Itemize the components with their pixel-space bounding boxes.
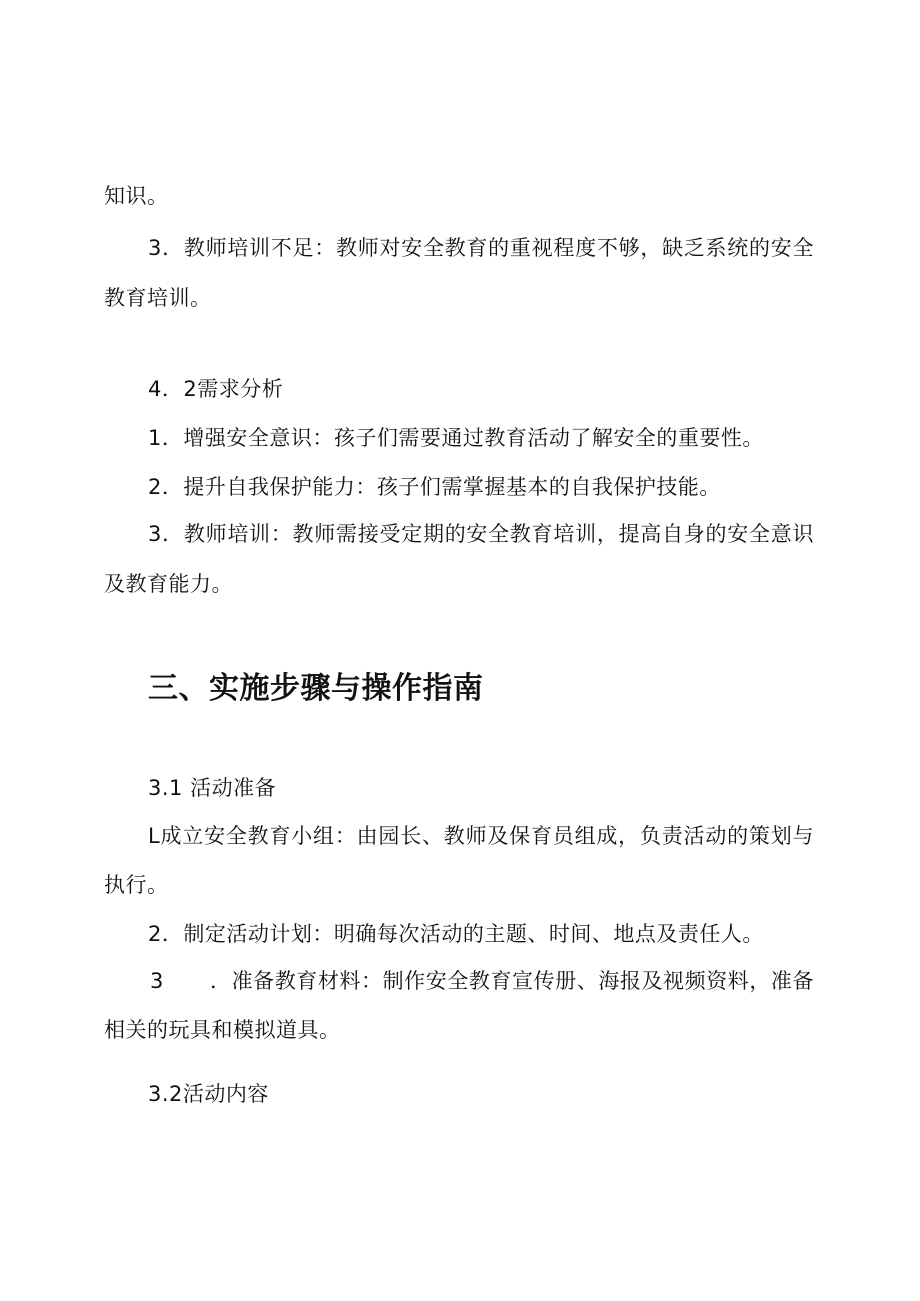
text-line: 及教育能力。 xyxy=(104,572,233,596)
text-line: ．准备教育材料：制作安全教育宣传册、海报及视频资料，准备 xyxy=(210,969,814,993)
text-line: 教育培训。 xyxy=(104,286,212,310)
section-heading: 三、实施步骤与操作指南 xyxy=(148,671,484,706)
section-subheading: 3.1 活动准备 xyxy=(148,776,277,800)
text-line: 3．教师培训不足：教师对安全教育的重视程度不够，缺乏系统的安全 xyxy=(148,236,814,260)
text-line: 知识。 xyxy=(104,184,169,208)
text-line: 执行。 xyxy=(104,873,169,897)
text-line: L成立安全教育小组：由园长、教师及保育员组成，负责活动的策划与 xyxy=(148,824,814,848)
section-subheading: 3.2活动内容 xyxy=(148,1082,269,1106)
text-line: 3．教师培训：教师需接受定期的安全教育培训，提高自身的安全意识 xyxy=(148,522,814,546)
list-number: 3 xyxy=(150,969,164,993)
text-line: 2．提升自我保护能力：孩子们需掌握基本的自我保护技能。 xyxy=(148,475,721,499)
text-line: 1．增强安全意识：孩子们需要通过教育活动了解安全的重要性。 xyxy=(148,426,764,450)
section-subheading: 4．2需求分析 xyxy=(148,377,284,401)
text-line: 2．制定活动计划：明确每次活动的主题、时间、地点及责任人。 xyxy=(148,922,764,946)
text-line: 相关的玩具和模拟道具。 xyxy=(104,1018,341,1042)
